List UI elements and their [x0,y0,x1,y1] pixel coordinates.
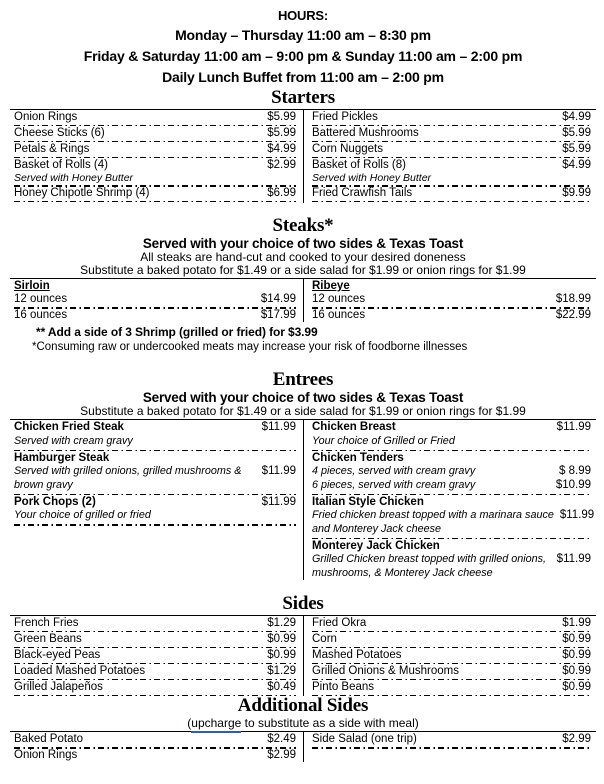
additional-sides-section-title: Additional Sides [237,695,369,717]
entree-name: Italian Style Chicken [312,495,424,508]
row-separator [312,201,591,202]
entree-item [312,452,591,495]
steaks-section-title: Steaks* [272,214,334,236]
item-price: $2.49 [267,733,296,746]
item-name: Cheese Sticks (6) [14,126,105,139]
item-name: Grilled Jalapeños [14,680,103,693]
upcharge-note [10,716,596,730]
menu-item-line [14,187,296,200]
entree-note: brown gravy [14,478,73,491]
menu-item-row [14,159,296,187]
item-price: $4.99 [267,142,296,155]
item-name: Fried Pickles [312,111,378,123]
item-price: $2.99 [267,158,296,171]
menu-item-row [312,159,591,187]
entree-note-line [312,567,591,581]
sides-right-column [303,616,596,696]
hours-line-weekdays: Monday – Thursday 11:00 am – 8:30 pm [175,27,431,43]
shrimp-addon-note: ** Add a side of 3 Shrimp (grilled or fried) for $3.99 [36,325,318,340]
item-name: Fried Crawfish Tails [312,187,413,200]
item-name: Side Salad (one trip) [312,733,417,746]
menu-item-line [14,733,296,746]
upcharge-prefix: ( [187,716,192,731]
entree-note: Your choice of Grilled or Fried [312,434,455,447]
item-price: $4.99 [562,111,591,123]
menu-item-row [312,617,591,632]
entree-note-line [14,465,296,479]
menu-item-row [14,293,296,308]
entree-name: Monterey Jack Chicken [312,539,440,552]
item-name: French Fries [14,617,79,630]
menu-item-row [14,649,296,664]
menu-item-row [312,649,591,664]
item-price: $22.99 [555,309,591,322]
menu-item-line [14,681,296,694]
menu-item-line [14,649,296,662]
additional-sides-right-column [303,732,596,762]
item-price: $0.99 [267,632,296,645]
menu-item-line [14,309,296,322]
menu-item-line [14,111,296,124]
item-name: Basket of Rolls (8) [312,158,406,171]
item-price: $6.99 [267,187,296,200]
entree-name-line [312,540,591,554]
entree-note-line [312,435,591,449]
menu-item-row [14,681,296,696]
menu-item-row [14,617,296,632]
item-price: $1.99 [562,617,591,630]
menu-item-line [312,111,591,124]
menu-item-row [312,733,591,748]
item-name: 16 ounces [312,309,366,322]
sides-table [10,615,596,696]
item-name: Pinto Beans [312,680,375,693]
item-price: $2.99 [267,749,296,762]
item-price: $5.99 [562,142,591,155]
item-price: $17.99 [260,309,296,322]
menu-item-line [14,665,296,678]
item-name: Battered Mushrooms [312,126,419,139]
steaks-table [10,278,596,322]
menu-item-line [14,749,296,762]
entree-name: Hamburger Steak [14,451,110,464]
steaks-sirloin-column [10,279,303,322]
entree-name: Chicken Breast [312,421,396,434]
entree-note: Served with cream gravy [14,434,133,447]
item-price: $2.99 [562,733,591,746]
menu-item-row [312,143,591,158]
starters-section-title: Starters [271,87,335,108]
menu-item-row [312,681,591,696]
menu-item-row [14,749,296,762]
menu-item-line [312,617,591,630]
item-name: 16 ounces [14,309,68,322]
item-name: Green Beans [14,632,82,645]
item-name: Basket of Rolls (4) [14,158,108,171]
menu-item-line [312,633,591,646]
entree-note: mushrooms, & Monterey Jack cheese [312,566,493,579]
menu-item-row [14,309,296,322]
entree-variant: 6 pieces, served with cream gravy [312,478,476,491]
menu-item-row [312,665,591,680]
item-note: Served with Honey Butter [14,171,134,184]
upcharge-rest: to substitute as a side with meal) [241,716,419,731]
entree-name: Chicken Tenders [312,451,404,464]
entree-name-line [14,452,296,466]
entrees-table [10,419,596,580]
item-price: $5.99 [267,126,296,139]
item-name: Onion Rings [14,111,78,123]
entrees-right-column [303,420,596,580]
sirloin-options [14,293,296,322]
item-price: $5.99 [562,126,591,139]
entrees-section-title: Entrees [272,369,334,391]
entrees-substitute-line: Substitute a baked potato for $1.49 or a side salad for $1.99 or onion rings for $1.99 [80,404,526,419]
entree-variant-line [312,479,591,493]
menu-item-line [312,187,591,200]
entree-note-line [312,523,591,537]
item-name: Corn Nuggets [312,142,383,155]
item-name: Black-eyed Peas [14,648,101,661]
menu-item-line [14,159,296,172]
item-price: $0.99 [267,648,296,661]
sides-section-title: Sides [282,593,324,615]
entree-item [14,496,296,526]
entree-item [14,421,296,451]
menu-item-line [312,127,591,140]
item-price: $0.49 [267,680,296,693]
hours-line-weekend: Friday & Saturday 11:00 am – 9:00 pm & Sunday 11:00 am – 2:00 pm [83,48,523,64]
entree-note-line [14,479,296,493]
item-price: $0.99 [562,680,591,693]
menu-item-row [14,127,296,142]
item-price: $9.99 [562,187,591,200]
entree-item [312,495,595,539]
steaks-subtitle: Served with your choice of two sides & Texas Toast [142,235,464,251]
menu-item-line [14,127,296,140]
item-price: $4.99 [562,158,591,171]
hours-block [10,6,596,88]
entree-note-line [14,509,296,523]
entrees-left-column [10,420,303,580]
item-name: Fried Okra [312,617,367,630]
menu-item-line [312,681,591,694]
menu-item-row [14,187,296,202]
entree-variant: 4 pieces, served with cream gravy [312,465,476,478]
menu-item-row [14,665,296,680]
item-price: $18.99 [555,293,591,306]
item-name: 12 ounces [312,293,366,306]
item-price: $11.99 [559,509,595,522]
entree-note: Fried chicken breast topped with a marinara sauce [312,509,554,522]
menu-item-line [14,143,296,156]
menu-item-row [14,733,296,748]
entree-note: and Monterey Jack cheese [312,522,442,535]
entree-name: Pork Chops (2) [14,495,96,508]
menu-item-row [312,111,591,126]
item-price: $1.29 [267,617,296,630]
menu-item-row [312,749,591,762]
entree-note-line [312,509,595,523]
additional-sides-table [10,731,596,762]
menu-item-line [14,633,296,646]
hours-heading: HOURS: [277,8,329,23]
entree-item [312,540,591,581]
menu-item-row [14,111,296,126]
item-price: $0.99 [562,632,591,645]
ribeye-header: Ribeye [312,279,350,292]
entree-name: Chicken Fried Steak [14,421,124,434]
menu-item-row [312,309,591,322]
menu-item-row [14,143,296,158]
steaks-ribeye-column [303,279,596,322]
menu-item-line [312,309,591,322]
menu-item-line [312,143,591,156]
entree-name-line [312,421,591,435]
menu-item-line [312,649,591,662]
item-price: $1.29 [267,664,296,677]
menu-item-row [312,187,591,202]
item-price: $14.99 [260,293,296,306]
item-name: Loaded Mashed Potatoes [14,664,146,677]
item-note: Served with Honey Butter [312,171,432,184]
item-price: $11.99 [556,421,591,434]
ribeye-options [312,293,591,322]
item-name [312,749,315,762]
item-price: $0.99 [562,648,591,661]
item-price: $0.99 [562,664,591,677]
menu-item-line [312,293,591,306]
starters-left-column [10,110,303,203]
sirloin-header: Sirloin [14,279,50,292]
item-name: 12 ounces [14,293,68,306]
entree-item [312,421,591,451]
menu-item-line [312,733,591,746]
item-name: Mashed Potatoes [312,648,402,661]
item-price: $11.99 [556,553,591,566]
menu-item-line [312,749,591,762]
steaks-substitute-line: Substitute a baked potato for $1.49 or a side salad for $1.99 or onion rings for $1.99 [80,262,526,277]
entree-name-line [14,421,296,435]
foodborne-warning-note: *Consuming raw or undercooked meats may increase your risk of foodborne illnesses [32,341,468,354]
additional-sides-left-column [10,732,303,762]
item-price: $ 8.99 [559,465,591,478]
item-name: Honey Chipotle Shrimp (4) [14,187,150,200]
item-name: Petals & Rings [14,142,90,155]
item-price: $11.99 [261,421,296,434]
entree-variant-line [312,465,591,479]
row-separator [14,201,296,202]
sides-left-column [10,616,303,696]
item-price: $10.99 [555,478,591,491]
upcharge-underlined-word: upcharge [191,716,241,733]
entrees-subtitle: Served with your choice of two sides & Texas Toast [142,390,464,406]
menu-item-line [14,617,296,630]
item-name: Corn [312,632,337,645]
entree-item [14,452,296,495]
menu-item-row [312,127,591,142]
item-name: Onion Rings [14,749,78,762]
hours-line-buffet: Daily Lunch Buffet from 11:00 am – 2:00 pm [162,69,444,85]
entree-name-line [312,452,591,466]
menu-item-row [14,633,296,648]
item-price: $11.99 [261,495,296,508]
steaks-info-line: All steaks are hand-cut and cooked to your desired doneness [140,249,466,264]
menu-item-line [312,665,591,678]
starters-table [10,109,596,203]
entree-note: Served with grilled onions, grilled mushrooms & [14,465,242,478]
menu-item-line [312,159,591,172]
item-name: Grilled Onions & Mushrooms [312,664,459,677]
starters-right-column [303,110,596,203]
menu-item-line [14,293,296,306]
entree-note: Grilled Chicken breast topped with grilled onions, [312,553,547,566]
row-separator [14,524,296,525]
item-price: $11.99 [261,465,296,478]
entree-name-line [14,496,296,510]
entree-note-line [14,435,296,449]
entree-name-line [312,496,591,510]
entree-note-line [312,553,591,567]
menu-item-row [312,633,591,648]
entree-note: Your choice of grilled or fried [14,509,151,522]
item-price: $5.99 [267,111,296,123]
item-name: Baked Potato [14,733,84,746]
menu-item-row [312,293,591,308]
